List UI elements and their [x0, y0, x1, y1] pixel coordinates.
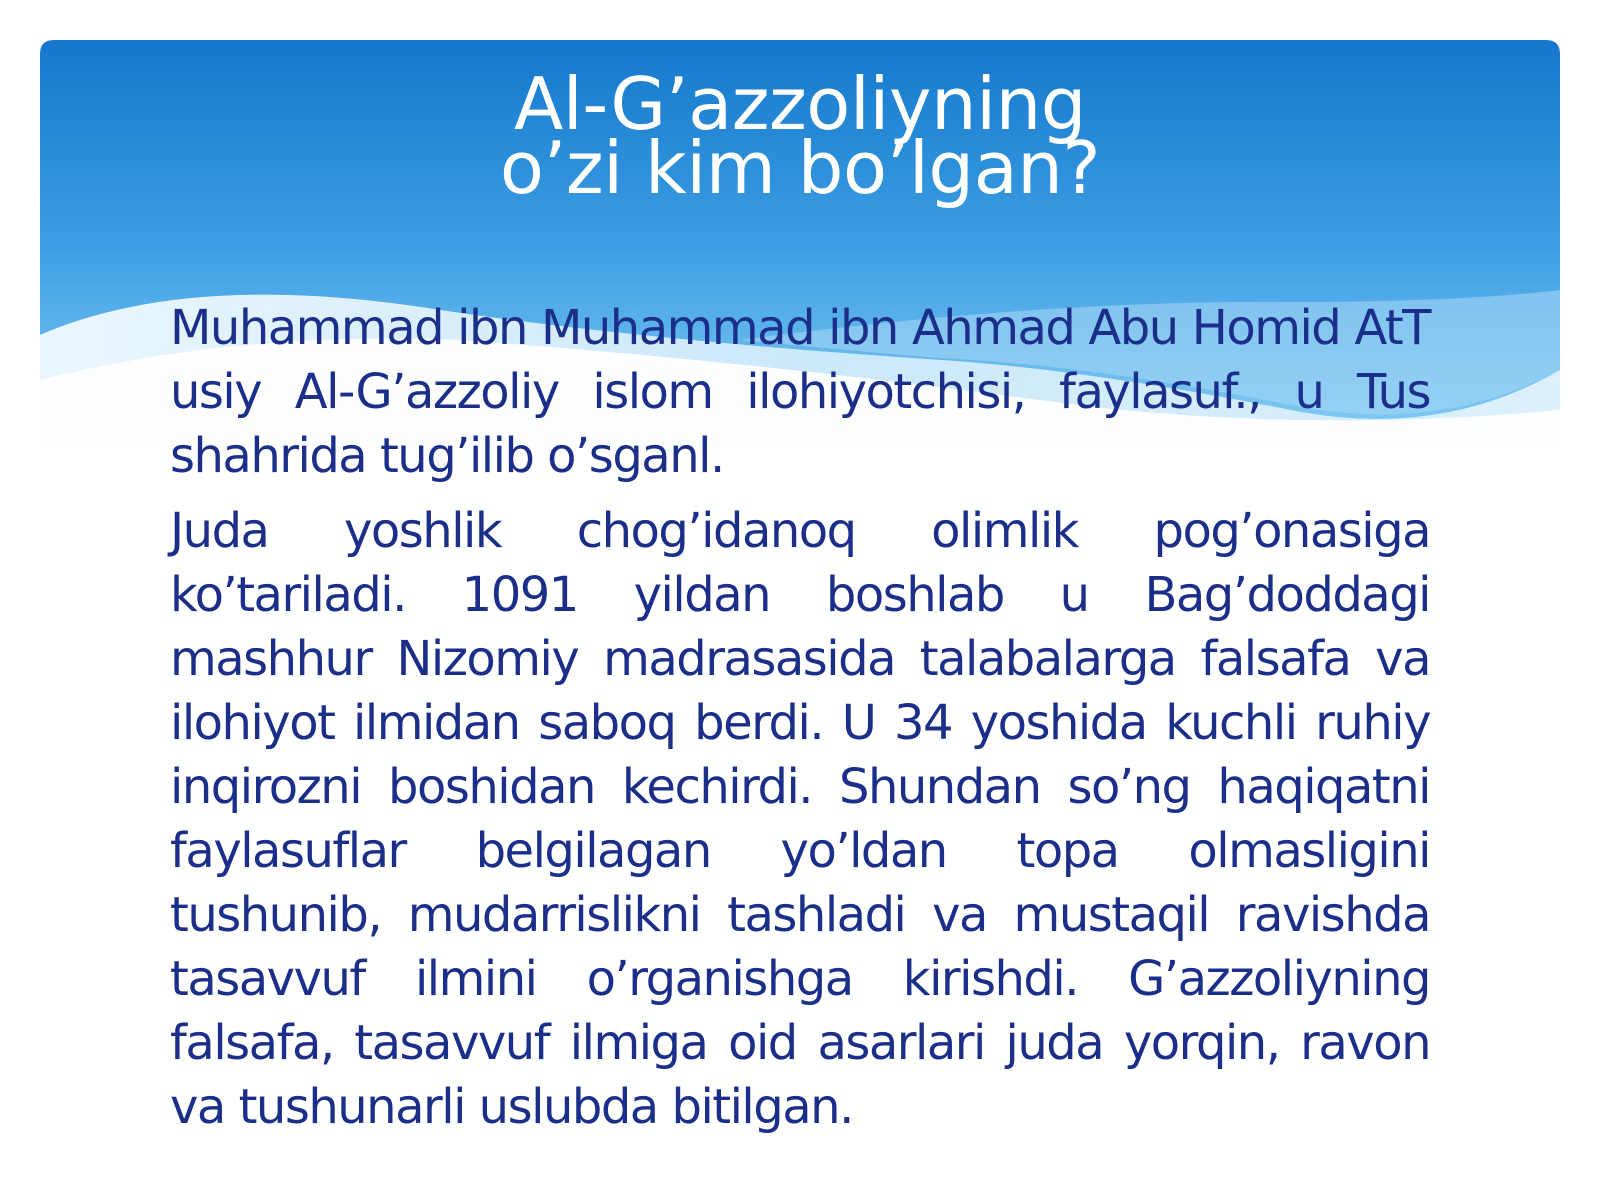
slide-title [0, 62, 1600, 210]
slide-body [170, 296, 1430, 1150]
body-paragraph-1: Muhammad ibn Muhammad ibn Ahmad Abu Homid AtT usiy Al-G’azzoliy islom ilohiyotchisi, faylasuf., u Tus shahrida tug’ilib o’sganl. [170, 300, 1430, 484]
slide-title-line-2: o’zi kim bo’lgan? [499, 126, 1101, 210]
body-paragraph-2: Juda yoshlik chog’idanoq olimlik pog’onasiga ko’tariladi. 1091 yildan boshlab u Bag’doddagi mashhur Nizomiy madrasasida talabalarga falsafa va ilohiyot ilmidan saboq berdi. U 34 yoshida kuchli ruhiy inqirozni boshidan kechirdi. Shundan so’ng haqiqatni faylasuflar belgilagan yo’ldan topa olmasligini tushunib, mudarrislikni tashladi va mustaqil ravishda tasavvuf ilmini o’rganishga kirishdi. G’azzoliyning falsafa, tasavvuf ilmiga oid asarlari juda yorqin, ravon va tushunarli uslubda bitilgan. [170, 503, 1430, 1135]
slide-title-line-1: Al-G’azzoliyning [514, 62, 1086, 146]
